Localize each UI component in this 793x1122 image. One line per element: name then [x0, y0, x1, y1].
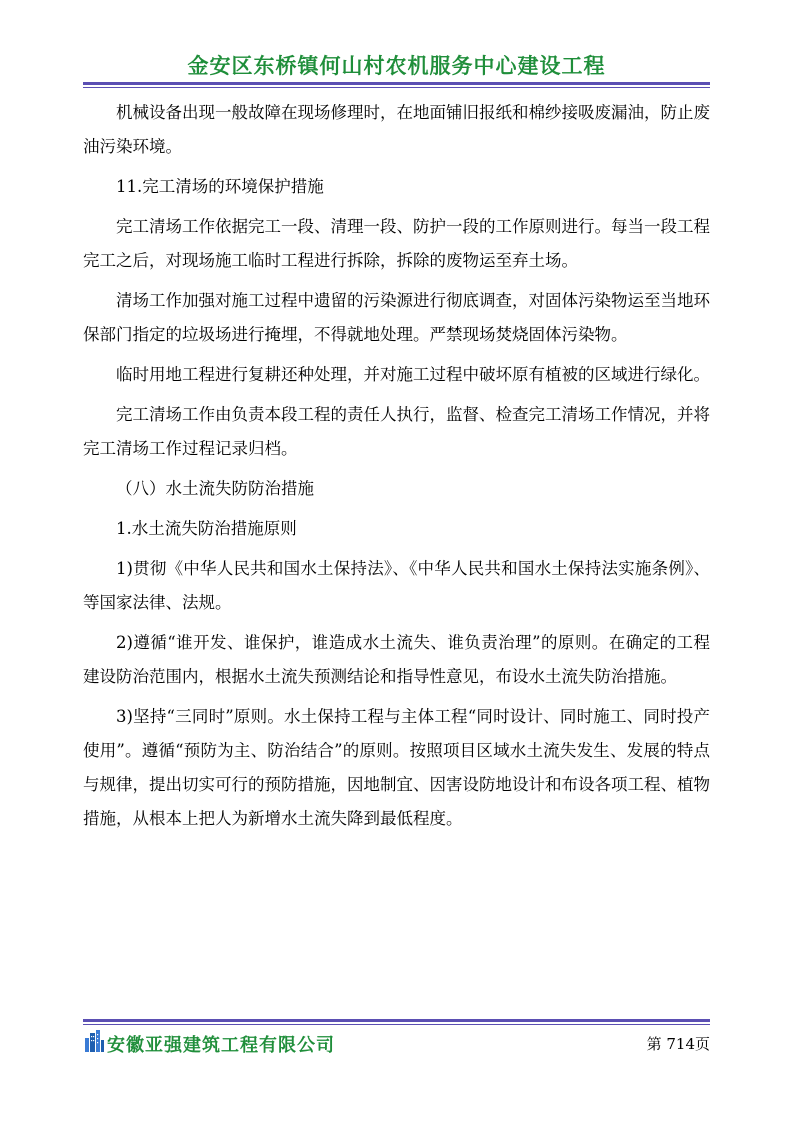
paragraph: 机械设备出现一般故障在现场修理时，在地面铺旧报纸和棉纱接吸废漏油，防止废油污染环境。 [83, 103, 710, 156]
page-number: 第 714页 [646, 1035, 710, 1053]
section-heading: （八）水土流失防防治措施 [116, 479, 314, 498]
footer-rule-thick [83, 1019, 710, 1022]
document-body [83, 96, 710, 842]
footer-rule-thin [83, 1024, 710, 1025]
paragraph: 3)坚持“三同时”原则。水土保持工程与主体工程“同时设计、同时施工、同时投产使用”。遵循“预防为主、防治结合”的原则。按照项目区域水土流失发生、发展的特点与规律，提出切实可行的预防措施，因地制宜、因害设防地设计和布设各项工程、植物措施，从根本上把人为新增水土流失降到最低程度。 [83, 707, 710, 828]
section-heading: 1.水土流失防治措施原则 [116, 519, 297, 538]
paragraph: 清场工作加强对施工过程中遗留的污染源进行彻底调查，对固体污染物运至当地环保部门指定的垃圾场进行掩埋，不得就地处理。严禁现场焚烧固体污染物。 [83, 291, 710, 344]
header-rule-thin [83, 87, 710, 88]
building-logo-icon [84, 1030, 104, 1052]
section-heading: 11.完工清场的环境保护措施 [116, 177, 324, 196]
page-header-title: 金安区东桥镇何山村农机服务中心建设工程 [187, 54, 606, 78]
paragraph: 完工清场工作依据完工一段、清理一段、防护一段的工作原则进行。每当一段工程完工之后，对现场施工临时工程进行拆除，拆除的废物运至弃土场。 [83, 217, 710, 270]
paragraph: 完工清场工作由负责本段工程的责任人执行，监督、检查完工清场工作情况，并将完工清场工作过程记录归档。 [83, 405, 710, 458]
footer-company-name: 安徽亚强建筑工程有限公司 [107, 1035, 335, 1056]
paragraph: 临时用地工程进行复耕还种处理，并对施工过程中破坏原有植被的区域进行绿化。 [116, 365, 710, 384]
paragraph: 2)遵循“谁开发、谁保护，谁造成水土流失、谁负责治理”的原则。在确定的工程建设防治范围内，根据水土流失预测结论和指导性意见，布设水土流失防治措施。 [83, 633, 710, 686]
header-rule-thick [83, 82, 710, 85]
paragraph: 1)贯彻《中华人民共和国水土保持法》、《中华人民共和国水土保持法实施条例》、等国家法律、法规。 [83, 559, 710, 612]
